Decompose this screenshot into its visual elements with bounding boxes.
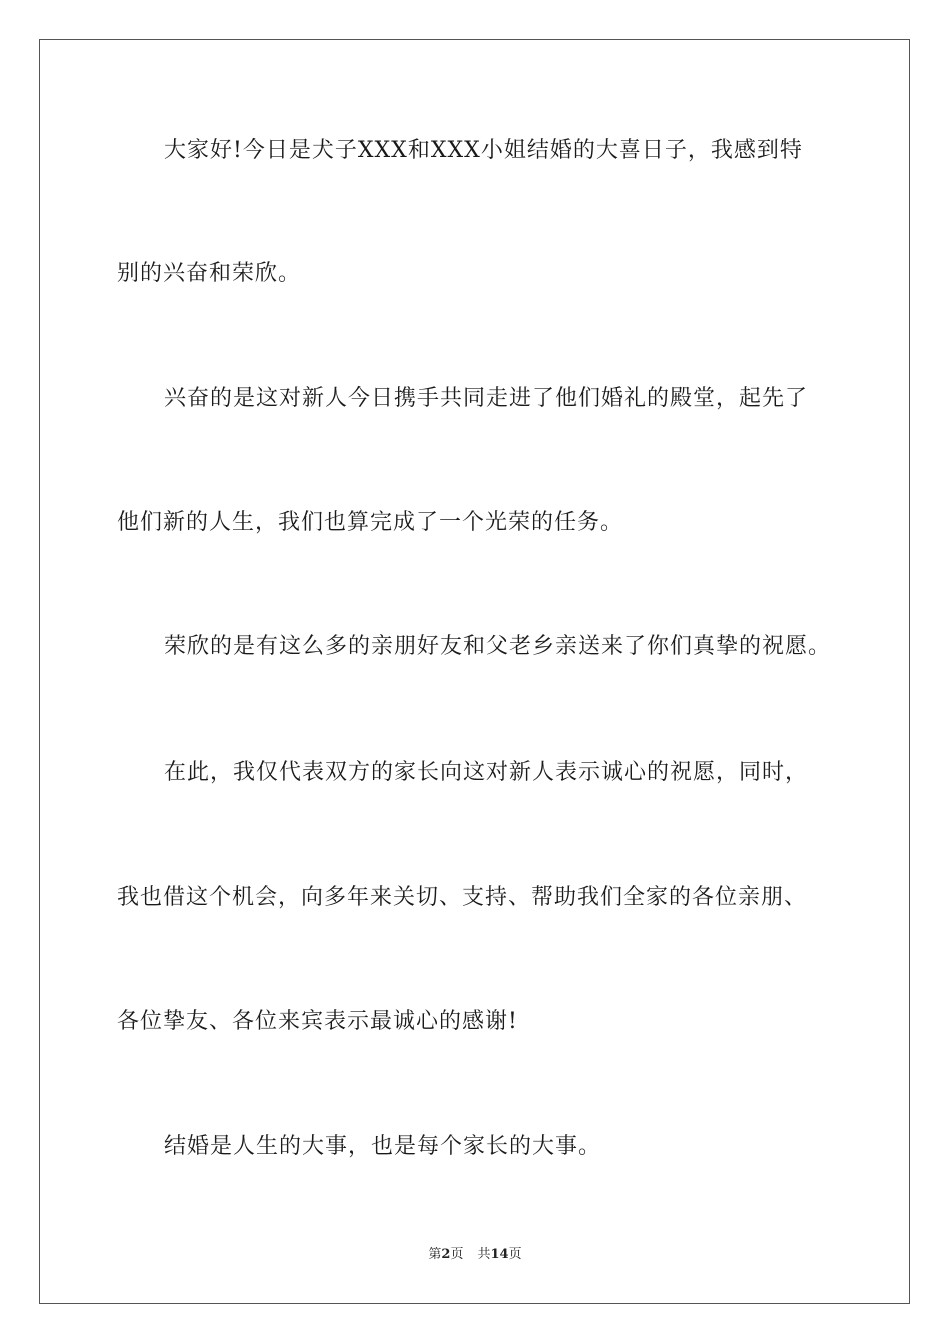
page-footer [0,1246,950,1264]
paragraph-4-line-3: 各位挚友、各位来宾表示最诚心的感谢! [117,1009,518,1034]
paragraph-4-line-2: 我也借这个机会，向多年来关切、支持、帮助我们全家的各位亲朋、 [117,885,808,910]
paragraph-4-line-1: 在此，我仅代表双方的家长向这对新人表示诚心的祝愿，同时， [164,760,809,785]
footer-page-suffix: 页 [450,1247,464,1262]
paragraph-1-line-2: 别的兴奋和荣欣。 [117,261,302,286]
footer-total-prefix: 共 [477,1247,491,1262]
paragraph-1-line-1: 大家好!今日是犬子XXX和XXX小姐结婚的大喜日子，我感到特 [164,138,803,163]
footer-page-number: 2 [441,1247,451,1262]
page-border [39,39,910,1304]
footer-total-pages: 14 [490,1247,509,1262]
footer-page-prefix: 第 [428,1247,442,1262]
paragraph-3-line-1: 荣欣的是有这么多的亲朋好友和父老乡亲送来了你们真挚的祝愿。 [164,634,832,659]
paragraph-2-line-2: 他们新的人生，我们也算完成了一个光荣的任务。 [117,510,624,535]
footer-total-suffix: 页 [508,1247,522,1262]
paragraph-5-line-1: 结婚是人生的大事，也是每个家长的大事。 [164,1134,602,1159]
paragraph-2-line-1: 兴奋的是这对新人今日携手共同走进了他们婚礼的殿堂，起先了 [164,386,809,411]
